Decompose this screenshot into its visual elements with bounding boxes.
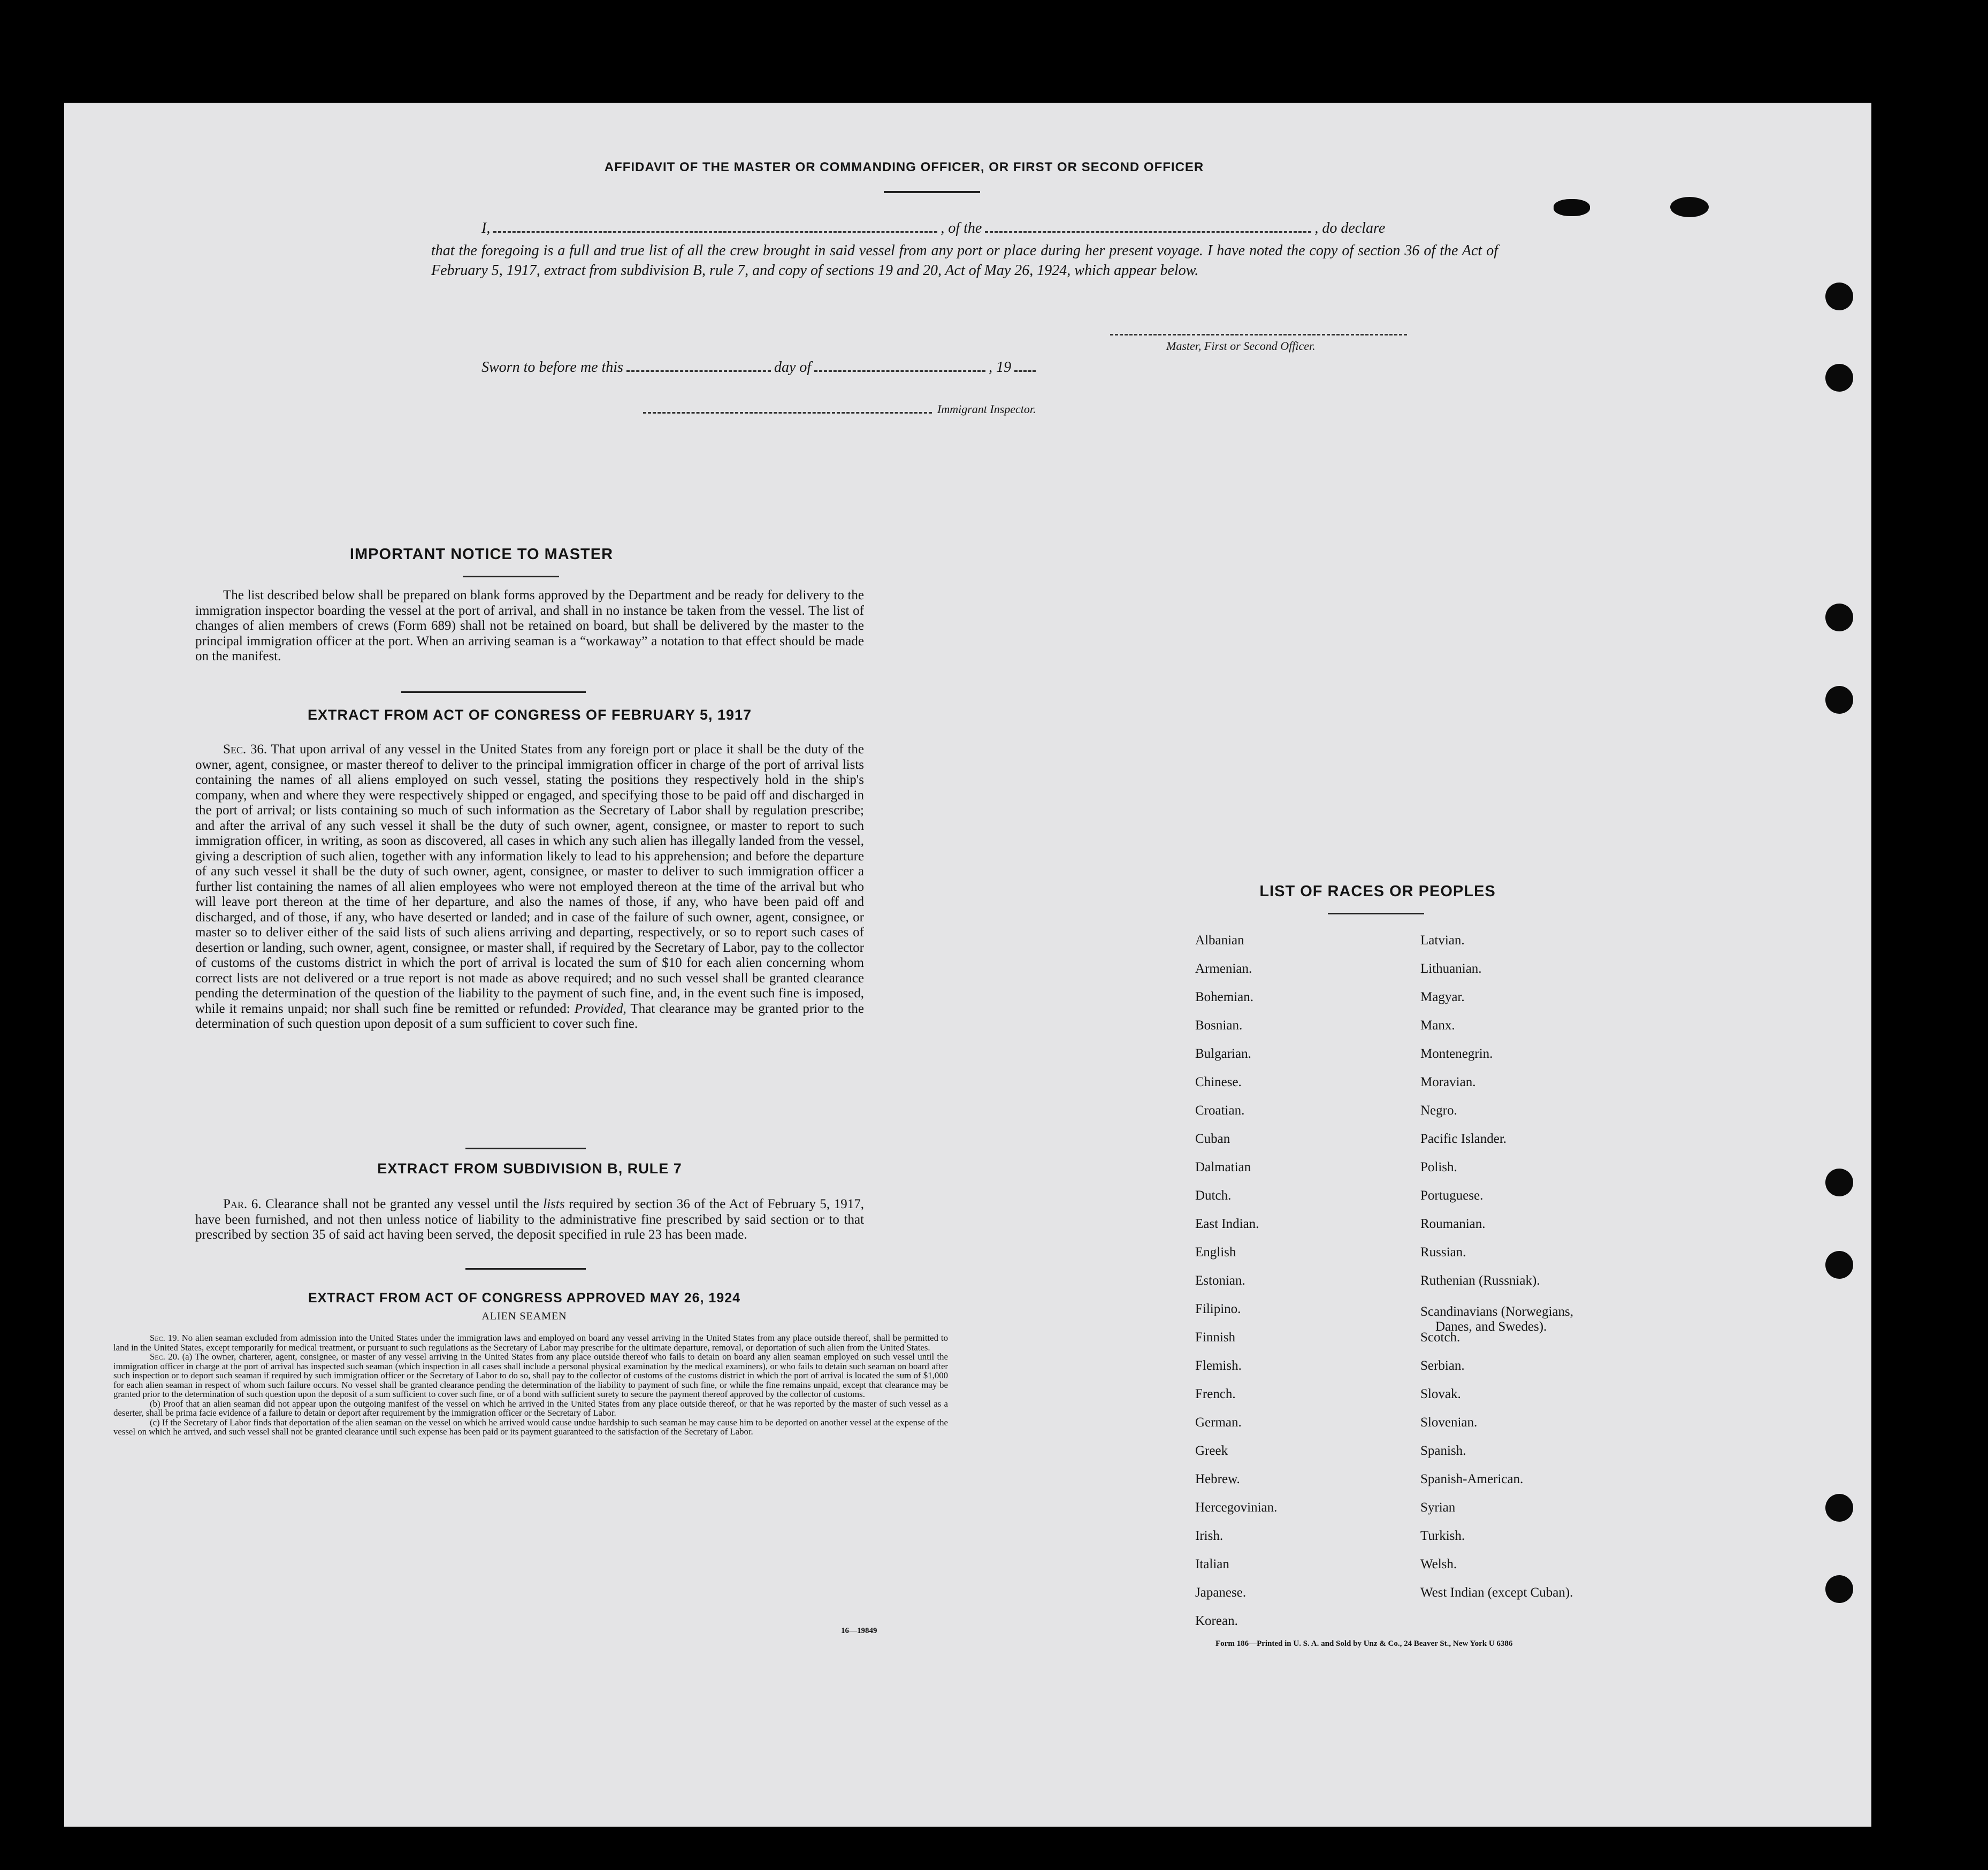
affidavit-i-label: I, [481, 220, 491, 236]
race-item: Spanish. [1420, 1444, 1466, 1458]
race-item: Pacific Islander. [1420, 1132, 1507, 1146]
rule7-text-b: required by section 36 of the Act of February 5, 1917, have been furnished, and not then unless notice of liability to the administrative fine prescribed by said section or to that prescribed by section 35 of said act having been served, the deposit specified in rule 23 has been made. [195, 1197, 864, 1242]
race-item: Lithuanian. [1420, 961, 1482, 976]
race-item: Scandinavians (Norwegians, [1420, 1304, 1574, 1319]
race-item: Manx. [1420, 1018, 1455, 1033]
race-item: Irish. [1195, 1529, 1224, 1543]
vessel-name-field[interactable] [985, 219, 1311, 233]
divider-3 [465, 1268, 586, 1270]
race-item: Russian. [1420, 1245, 1466, 1260]
extract-1917-section: Sec. 36. [223, 742, 267, 757]
affidavit-body: that the foregoing is a full and true list of all the crew brought in said vessel from any port or place during her present voyage. I have noted the copy of section 36 of the Act of February 5, 1917, extract from subdivision B, rule 7, and copy of sections 19 and 20, Act of May 26, 1924, which appear below. [431, 242, 1498, 279]
race-item: Bosnian. [1195, 1018, 1243, 1033]
race-item: Danes, and Swedes). [1435, 1319, 1547, 1334]
race-item: Estonian. [1195, 1273, 1245, 1288]
race-item: Slovenian. [1420, 1415, 1478, 1430]
race-item: Negro. [1420, 1103, 1457, 1118]
affidavit-do-declare-label: , do declare [1314, 220, 1386, 236]
race-item: Italian [1195, 1557, 1229, 1571]
affidavit-of-the-label: , of the [941, 220, 982, 236]
sworn-year-field[interactable] [1014, 358, 1036, 372]
extract-1924-body [113, 1333, 948, 1437]
rule7-body [195, 1197, 864, 1243]
punch-hole [1825, 283, 1853, 310]
punch-hole [1825, 1575, 1853, 1603]
punch-hole [1825, 604, 1853, 631]
race-item: Welsh. [1420, 1557, 1457, 1571]
race-item: Bulgarian. [1195, 1047, 1251, 1061]
sec20-label: Sec. 20. [150, 1352, 180, 1362]
sec20a-paragraph [113, 1352, 948, 1399]
inspector-signature-line[interactable] [643, 412, 932, 414]
year-label: , 19 [989, 359, 1012, 376]
sec20b-paragraph: (b) Proof that an alien seaman did not appear upon the outgoing manifest of the vessel on which he arrived in the United States from any place outside thereof, or that he was reported by the master of such vessel as a deserter, shall be prima facie evidence of a failure to detain or deport after requirement by the immigration officer or the Secretary of Labor. [113, 1398, 948, 1418]
race-item: Latvian. [1420, 933, 1465, 948]
race-item: Filipino. [1195, 1302, 1241, 1316]
sec20a-text: (a) The owner, charterer, agent, consignee, or master of any vessel arriving in the United States from any place outside thereof who fails to detain on board any alien seaman employed on such vessel until the immigration officer in charge at the port of arrival has inspected such seaman (which inspection in all cases shall include a personal physical examination by the medical examiners), or who fails to detain such seaman on board after such inspection or to deport such seaman if required by such immigration officer or the Secretary of Labor to do so, shall pay to the collector of customs of the customs district in which the port of arrival is located the sum of $1,000 for each alien seaman in respect of whom such failure occurs. No vessel shall be granted clearance pending the determination of the liability to payment of such fine, or while the fine remains unpaid, except that clearance may be granted prior to the determination of such question upon the deposit of a sum sufficient to cover such fine, or of a bond with sufficient surety to secure the payment thereof approved by the collector of customs. [113, 1352, 948, 1399]
rule7-title: EXTRACT FROM SUBDIVISION B, RULE 7 [377, 1161, 682, 1177]
race-item: East Indian. [1195, 1217, 1259, 1231]
race-item: Flemish. [1195, 1358, 1242, 1373]
extract-1924-subtitle: ALIEN SEAMEN [481, 1310, 567, 1322]
race-item: Bohemian. [1195, 990, 1254, 1004]
affidavit-rule [884, 191, 980, 193]
race-item: Finnish [1195, 1330, 1236, 1345]
race-item: Syrian [1420, 1500, 1456, 1515]
punch-hole [1825, 1494, 1853, 1522]
race-item: Korean. [1195, 1614, 1238, 1628]
rule7-section: Par. 6. [223, 1197, 262, 1211]
extract-1924-title: EXTRACT FROM ACT OF CONGRESS APPROVED MAY 26, 1924 [308, 1291, 741, 1306]
sec20c-paragraph: (c) If the Secretary of Labor finds that deportation of the alien seaman on the vessel on which he arrived would cause undue hardship to such seaman he may cause him to be deported on another vessel at the expense of the vessel on which he arrived, and such vessel shall not be granted clearance until such expense has been paid or its payment guaranteed to the satisfaction of the Secretary of Labor. [113, 1417, 948, 1437]
print-code: 16—19849 [841, 1627, 877, 1635]
race-item: Hebrew. [1195, 1472, 1240, 1486]
race-item: Japanese. [1195, 1585, 1247, 1600]
sworn-label: Sworn to before me this [481, 359, 623, 376]
sworn-month-field[interactable] [814, 358, 985, 372]
notice-rule [463, 576, 559, 577]
master-signature-line[interactable] [1110, 334, 1407, 335]
race-item: Croatian. [1195, 1103, 1245, 1118]
day-of-label: day of [774, 359, 812, 376]
races-rule [1328, 913, 1424, 914]
extract-1917-text: That upon arrival of any vessel in the United States from any foreign port or place it shall be the duty of the owner, agent, consignee, or master thereof to deliver to the principal immigration officer in charge of the port of arrival lists containing the names of all aliens employed on such vessel, stating the positions they respectively hold in the ship's company, when and where they were respectively shipped or engaged, and specifying those to be paid off and discharged in the port of arrival; or lists containing so much of such information as the Secretary of Labor shall by regulation prescribe; and after the arrival of any such vessel it shall be the duty of such owner, agent, consignee, or master to report to such immigration officer, in writing, as soon as discovered, all cases in which any such alien has illegally landed from the vessel, giving a description of such alien, together with any information likely to lead to his apprehension; and before the departure of any such vessel it shall be the duty of such owner, agent, consignee, or master to deliver to such immigration officer a further list containing the names of all alien employees who were not employed thereon at the time of the arrival but who will leave port thereon at the time of her departure, and also the names of those, if any, who have been paid off and discharged, and of those, if any, who have deserted or landed; and in case of the failure of such owner, agent, consignee, or master so to deliver either of the said lists of such aliens arriving and departing, respectively, or so to report such cases of desertion or landing, such owner, agent, consignee, or master shall, if required by the Secretary of Labor, pay to the collector of customs of the customs district in which the port of arrival is located the sum of $10 for each alien concerning whom correct lists are not delivered or a true report is not made as above required; and no such vessel shall be granted clearance pending the determination of the question of the liability to the payment of such fine, and, in the event such fine is imposed, while it remains unpaid; nor shall such fine be remitted or refunded: [195, 742, 864, 1016]
race-item: Ruthenian (Russniak). [1420, 1273, 1540, 1288]
inspector-signature-label: Immigrant Inspector. [937, 402, 1036, 416]
race-item: Polish. [1420, 1160, 1457, 1174]
ink-blot [1554, 199, 1590, 216]
notice-body: The list described below shall be prepared on blank forms approved by the Department and be ready for delivery to the immigration inspector boarding the vessel at the port of arrival, and shall in no instance be taken from the vessel. The list of changes of alien members of crews (Form 689) shall not be retained on board, but shall be delivered by the master to the principal immigration officer at the port. When an arriving seaman is a “workaway” a notation to that effect should be made on the manifest. [195, 588, 864, 663]
extract-1917-title: EXTRACT FROM ACT OF CONGRESS OF FEBRUARY 5, 1917 [307, 707, 752, 723]
race-item: Albanian [1195, 933, 1244, 948]
race-item: Roumanian. [1420, 1217, 1486, 1231]
rule7-text-a: Clearance shall not be granted any vessel until the [265, 1197, 539, 1211]
race-item: English [1195, 1245, 1236, 1260]
races-title: LIST OF RACES OR PEOPLES [1259, 883, 1496, 900]
race-item: Turkish. [1420, 1529, 1465, 1543]
master-signature-label: Master, First or Second Officer. [1166, 339, 1316, 353]
race-item: Cuban [1195, 1132, 1230, 1146]
race-item: Greek [1195, 1444, 1228, 1458]
race-item: Serbian. [1420, 1358, 1465, 1373]
race-item: Moravian. [1420, 1075, 1476, 1089]
affidavit-declaration-line [481, 219, 1498, 237]
divider-2 [465, 1148, 586, 1149]
race-item: Scotch. [1420, 1330, 1461, 1345]
master-name-field[interactable] [493, 219, 937, 233]
sec19-label: Sec. 19. [150, 1333, 179, 1343]
sec19-paragraph [113, 1333, 948, 1352]
notice-title: IMPORTANT NOTICE TO MASTER [349, 546, 614, 563]
race-item: French. [1195, 1387, 1236, 1401]
race-item: Slovak. [1420, 1387, 1461, 1401]
race-item: Armenian. [1195, 961, 1252, 976]
extract-1917-proviso-text: That clearance may be granted prior to the determination of such question upon deposit of a sum sufficient to cover such fine. [195, 1001, 864, 1031]
race-item: Montenegrin. [1420, 1047, 1493, 1061]
rule7-lists-word: lists [543, 1197, 565, 1211]
punch-hole [1825, 686, 1853, 714]
document-page [64, 103, 1871, 1827]
race-item: Dutch. [1195, 1188, 1232, 1203]
race-item: Chinese. [1195, 1075, 1242, 1089]
affidavit-title: AFFIDAVIT OF THE MASTER OR COMMANDING OFFICER, OR FIRST OR SECOND OFFICER [604, 160, 1204, 174]
punch-hole [1825, 1251, 1853, 1279]
race-item: Magyar. [1420, 990, 1465, 1004]
punch-hole [1825, 1169, 1853, 1196]
divider-1 [401, 691, 586, 693]
race-item: German. [1195, 1415, 1242, 1430]
race-item: West Indian (except Cuban). [1420, 1585, 1573, 1600]
race-item: Dalmatian [1195, 1160, 1251, 1174]
sworn-line [481, 358, 1039, 376]
sworn-day-field[interactable] [626, 358, 771, 372]
extract-1917-body [195, 742, 864, 1032]
race-item: Spanish-American. [1420, 1472, 1524, 1486]
sec19-text: No alien seaman excluded from admission into the United States under the immigration laws and employed on board any vessel arriving in the United States from any place outside thereof, shall be permitted to land in the United States, except temporarily for medical treatment, or pursuant to such regulations as the Secretary of Labor may prescribe for the ultimate departure, removal, or deportation of such alien from the United States. [113, 1333, 948, 1353]
ink-blot [1670, 197, 1709, 217]
form-footer: Form 186—Printed in U. S. A. and Sold by Unz & Co., 24 Beaver St., New York U 6386 [1215, 1639, 1513, 1648]
extract-1917-proviso-word: Provided, [574, 1001, 626, 1016]
race-item: Portuguese. [1420, 1188, 1484, 1203]
race-item: Hercegovinian. [1195, 1500, 1278, 1515]
punch-hole [1825, 364, 1853, 392]
